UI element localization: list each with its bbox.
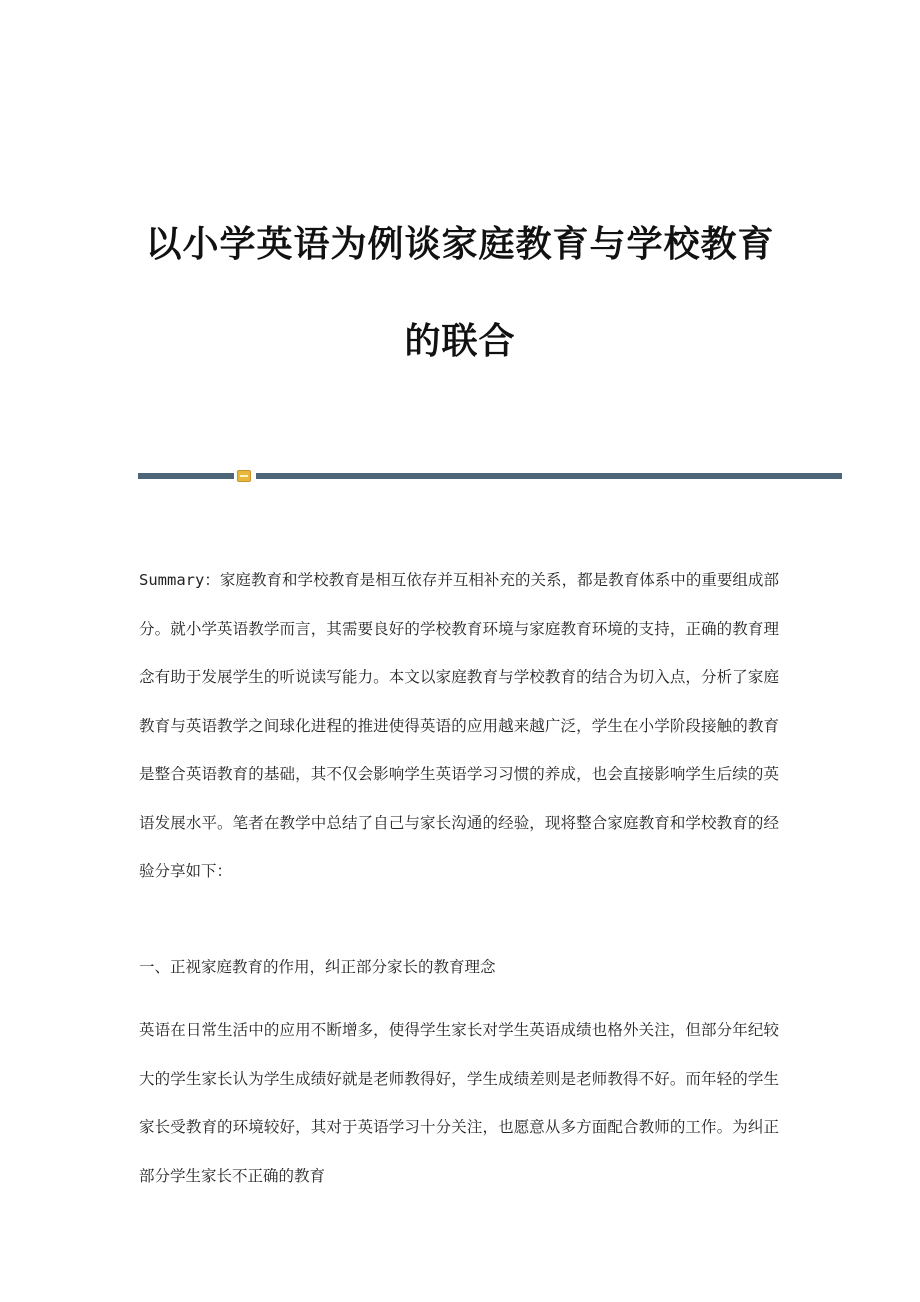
divider-emblem-icon xyxy=(237,470,251,482)
document-title-line-1: 以小学英语为例谈家庭教育与学校教育 xyxy=(145,223,775,265)
section-1-paragraph: 英语在日常生活中的应用不断增多，使得学生家长对学生英语成绩也格外关注，但部分年纪较大的学生家长认为学生成绩好就是老师教得好，学生成绩差则是老师教得不好。而年轻的学生家长受教育的环境较好，其对于英语学习十分关注，也愿意从多方面配合教师的工作。为纠正部分学生家长不正确的教育 xyxy=(139,1021,779,1185)
divider-right-bar xyxy=(256,473,842,479)
summary-paragraph: Summary：家庭教育和学校教育是相互依存并互相补充的关系，都是教育体系中的重要组成部分。就小学英语教学而言，其需要良好的学校教育环境与家庭教育环境的支持，正确的教育理念有助于发展学生的听说读写能力。本文以家庭教育与学校教育的结合为切入点，分析了家庭教育与英语教学之间球化进程的推进使得英语的应用越来越广泛，学生在小学阶段接触的教育是整合英语教育的基础，其不仅会影响学生英语学习习惯的养成，也会直接影响学生后续的英语发展水平。笔者在教学中总结了自己与家长沟通的经验，现将整合家庭教育和学校教育的经验分享如下： xyxy=(139,571,779,880)
section-1-heading: 一、正视家庭教育的作用，纠正部分家长的教育理念 xyxy=(139,958,496,976)
divider-left-bar xyxy=(138,473,234,479)
document-title-line-2: 的联合 xyxy=(404,320,516,362)
title-divider xyxy=(138,470,842,482)
